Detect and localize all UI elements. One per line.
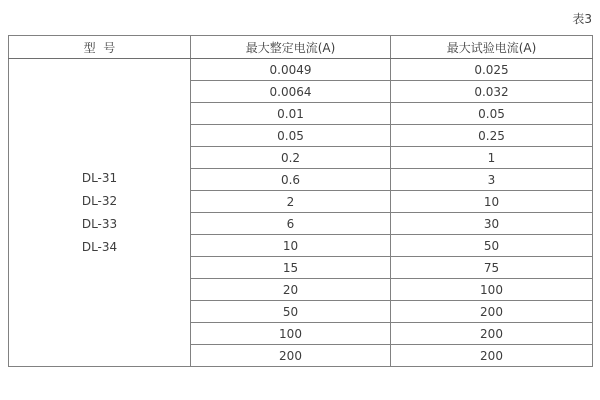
model-name: DL-33 [81,216,118,231]
model-name: DL-31 [81,170,118,185]
setting-current-cell: 200 [191,345,391,367]
model-list-cell [9,59,191,367]
test-current-cell: 50 [391,235,593,257]
setting-current-cell: 100 [191,323,391,345]
setting-current-cell: 0.05 [191,125,391,147]
test-current-cell: 100 [391,279,593,301]
current-ratings-table [8,35,593,367]
setting-current-cell: 0.6 [191,169,391,191]
col-header-max-test-current: 最大试验电流(A) [391,36,593,59]
test-current-cell: 30 [391,213,593,235]
model-name: DL-32 [81,193,118,208]
test-current-cell: 0.032 [391,81,593,103]
setting-current-cell: 0.01 [191,103,391,125]
test-current-cell: 3 [391,169,593,191]
test-current-cell: 75 [391,257,593,279]
table-caption: 表3 [572,12,592,26]
model-name: DL-34 [81,239,118,254]
test-current-cell: 0.025 [391,59,593,81]
table-body [9,59,593,367]
test-current-cell: 1 [391,147,593,169]
test-current-cell: 200 [391,301,593,323]
setting-current-cell: 0.2 [191,147,391,169]
setting-current-cell: 2 [191,191,391,213]
setting-current-cell: 6 [191,213,391,235]
test-current-cell: 10 [391,191,593,213]
header-row [9,36,593,59]
test-current-cell: 200 [391,345,593,367]
col-header-model: 型 号 [9,36,191,59]
table-header [9,36,593,59]
setting-current-cell: 20 [191,279,391,301]
setting-current-cell: 50 [191,301,391,323]
setting-current-cell: 15 [191,257,391,279]
setting-current-cell: 0.0049 [191,59,391,81]
test-current-cell: 0.05 [391,103,593,125]
test-current-cell: 200 [391,323,593,345]
setting-current-cell: 0.0064 [191,81,391,103]
test-current-cell: 0.25 [391,125,593,147]
col-header-max-setting-current: 最大整定电流(A) [191,36,391,59]
table-row [9,59,593,81]
setting-current-cell: 10 [191,235,391,257]
